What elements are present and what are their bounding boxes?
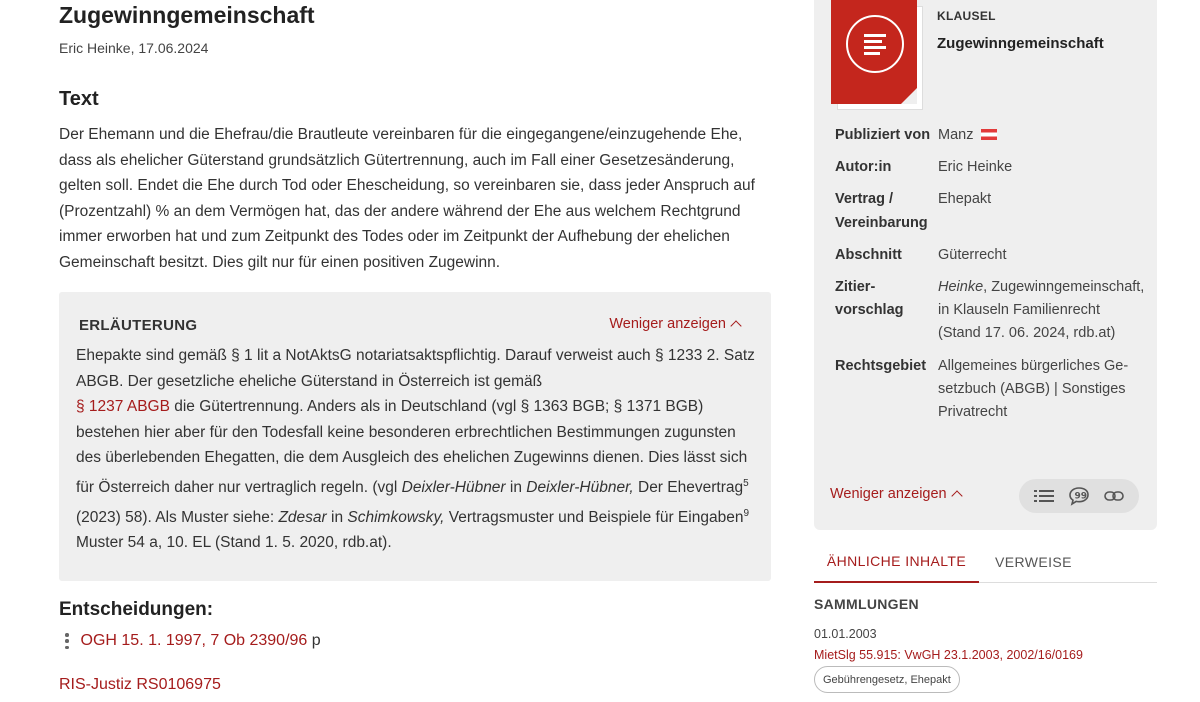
paragraph-doc-icon	[846, 15, 904, 73]
entscheidungen-heading: Entscheidungen:	[59, 599, 214, 620]
meta-row-vertrag	[835, 188, 1145, 234]
meta-key: Rechtsgebiet	[835, 357, 927, 374]
tab-aehnliche-inhalte[interactable]: ÄHNLICHE INHALTE	[814, 540, 979, 583]
show-less-button[interactable]	[609, 316, 740, 332]
erl-text-5: (2023) 58). Als Muster siehe:	[76, 508, 279, 526]
erl-text-4: Der Ehevertrag	[633, 479, 744, 497]
type-label: KLAUSEL	[937, 9, 996, 23]
text-heading: Text	[59, 88, 99, 110]
decision-suffix: p	[307, 632, 321, 649]
sammlung-date: 01.01.2003	[814, 627, 877, 641]
meta-key: Abschnitt	[835, 246, 902, 263]
entscheidung-item	[65, 632, 321, 650]
metadata-list	[835, 124, 1145, 433]
sammlung-link[interactable]: MietSlg 55.915: VwGH 23.1.2003, 2002/16/0169	[814, 648, 1083, 662]
sammlung-tag[interactable]: Gebührengesetz, Ehepakt	[814, 666, 960, 693]
citation-author: Heinke	[938, 279, 984, 296]
erl-sup-1: 5	[743, 477, 749, 489]
erl-italic-1: Deixler-Hübner	[401, 479, 506, 497]
sammlungen-heading: SAMMLUNGEN	[814, 596, 919, 612]
erl-italic-3: Zdesar	[278, 508, 327, 526]
meta-value: Güterrecht	[938, 246, 1007, 263]
svg-text:99: 99	[1074, 491, 1088, 502]
panel-show-less-label: Weniger anzeigen	[830, 486, 947, 502]
chevron-up-icon	[730, 320, 741, 331]
erl-italic-4: Schimkowsky,	[347, 508, 445, 526]
show-less-label: Weniger anzeigen	[609, 316, 726, 332]
quote-icon[interactable]	[1067, 484, 1091, 508]
meta-key: Vertrag / Vereinbarung	[835, 191, 928, 231]
meta-row-author	[835, 156, 1145, 179]
familienrecht-klauseln-cover-icon	[831, 0, 917, 104]
austria-flag-icon	[981, 129, 997, 140]
meta-value	[938, 124, 1145, 147]
erl-text-2: die Gütertrennung. Anders als in Deutschland (vgl § 1363 BGB; § 1371 BGB) bestehen hier aber für den Todesfall keine besonderen erbrechtlichen Bestimmungen zugunsten des überlebenden Ehegatten, die dem Ausgleich des ehelichen Zugewinns dienen. Dies lässt sich für Österreich daher nur vertraglich regeln. (vgl	[76, 398, 748, 497]
erlaeuterung-box	[59, 292, 771, 581]
meta-key: Zitiervorschlag	[835, 279, 904, 319]
erlaeuterung-text	[76, 343, 756, 556]
meta-value: Ehepakt	[938, 191, 992, 208]
tool-bar	[1019, 479, 1139, 513]
meta-row-zitiervorschlag	[835, 276, 1145, 346]
list-icon[interactable]	[1032, 484, 1056, 508]
meta-row-abschnitt	[835, 244, 1145, 267]
erl-text-3: in	[505, 479, 527, 497]
tab-verweise[interactable]: VERWEISE	[995, 553, 1072, 570]
page-title: Zugewinngemeinschaft	[59, 2, 315, 28]
meta-row-rechtsgebiet	[835, 355, 1145, 425]
meta-key: Publiziert von	[835, 127, 931, 143]
panel-show-less-button[interactable]	[830, 486, 961, 502]
erl-text-7: Vertragsmuster und Beispiele für Eingaben	[444, 508, 744, 526]
panel-title: Zugewinngemeinschaft	[937, 35, 1104, 52]
erl-text-6: in	[326, 508, 348, 526]
ogh-decision-link[interactable]: OGH 15. 1. 1997, 7 Ob 2390/96	[80, 632, 308, 649]
meta-value: Allgemeines bürgerliches Gesetzbuch (ABGB) | Sonstiges Privatrecht	[938, 357, 1129, 421]
related-tabs	[814, 540, 1157, 583]
abgb-1237-link[interactable]: § 1237 ABGB	[76, 398, 170, 416]
cover-fold	[901, 88, 917, 104]
clause-text: Der Ehemann und die Ehefrau/die Brautleute vereinbaren für die eingegangene/einzugehende Ehe, dass als ehelicher Güterstand grundsätzlich Gütertrennung, auch im Fall einer Gesetzesänderung, gelten soll. Endet die Ehe durch Tod oder Ehescheidung, so vereinbaren sie, dass jeder Anspruch auf (Prozentzahl) % an dem Vermögen hat, das der andere während der Ehe aus welchem Rechtgrund immer erworben hat und zum Zeitpunkt des Todes oder im Zeitpunkt der Aufhebung der ehelichen Gemeinschaft besitzt. Dies gilt nur für einen positiven Zugewinn.	[59, 126, 755, 271]
more-options-icon[interactable]	[65, 633, 69, 649]
citation-text: , Zugewinngemeinschaft, in Klauseln Familienrecht (Stand 17. 06. 2024, rdb.at)	[938, 279, 1145, 342]
erlaeuterung-title: ERLÄUTERUNG	[79, 317, 198, 334]
erl-italic-2: Deixler-Hübner,	[526, 479, 634, 497]
erl-text-8: Muster 54 a, 10. EL (Stand 1. 5. 2020, rdb.at).	[76, 534, 392, 552]
link-icon[interactable]	[1102, 484, 1126, 508]
info-panel	[814, 0, 1157, 530]
meta-row-publisher	[835, 124, 1145, 147]
book-cover[interactable]	[831, 0, 923, 110]
chevron-up-icon	[951, 490, 962, 501]
publisher-name: Manz	[938, 127, 974, 143]
meta-key: Autor:in	[835, 159, 892, 176]
meta-value	[938, 276, 1145, 346]
erl-text-1: Ehepakte sind gemäß § 1 lit a NotAktsG notariatsaktspflichtig. Darauf verweist auch § 1233 2. Satz ABGB. Der gesetzliche eheliche Güterstand in Österreich ist gemäß	[76, 347, 755, 390]
erl-sup-2: 9	[743, 507, 749, 519]
ris-justiz-link[interactable]: RIS-Justiz RS0106975	[59, 676, 221, 693]
meta-value: Eric Heinke	[938, 159, 1013, 176]
author-date: Eric Heinke, 17.06.2024	[59, 40, 209, 56]
